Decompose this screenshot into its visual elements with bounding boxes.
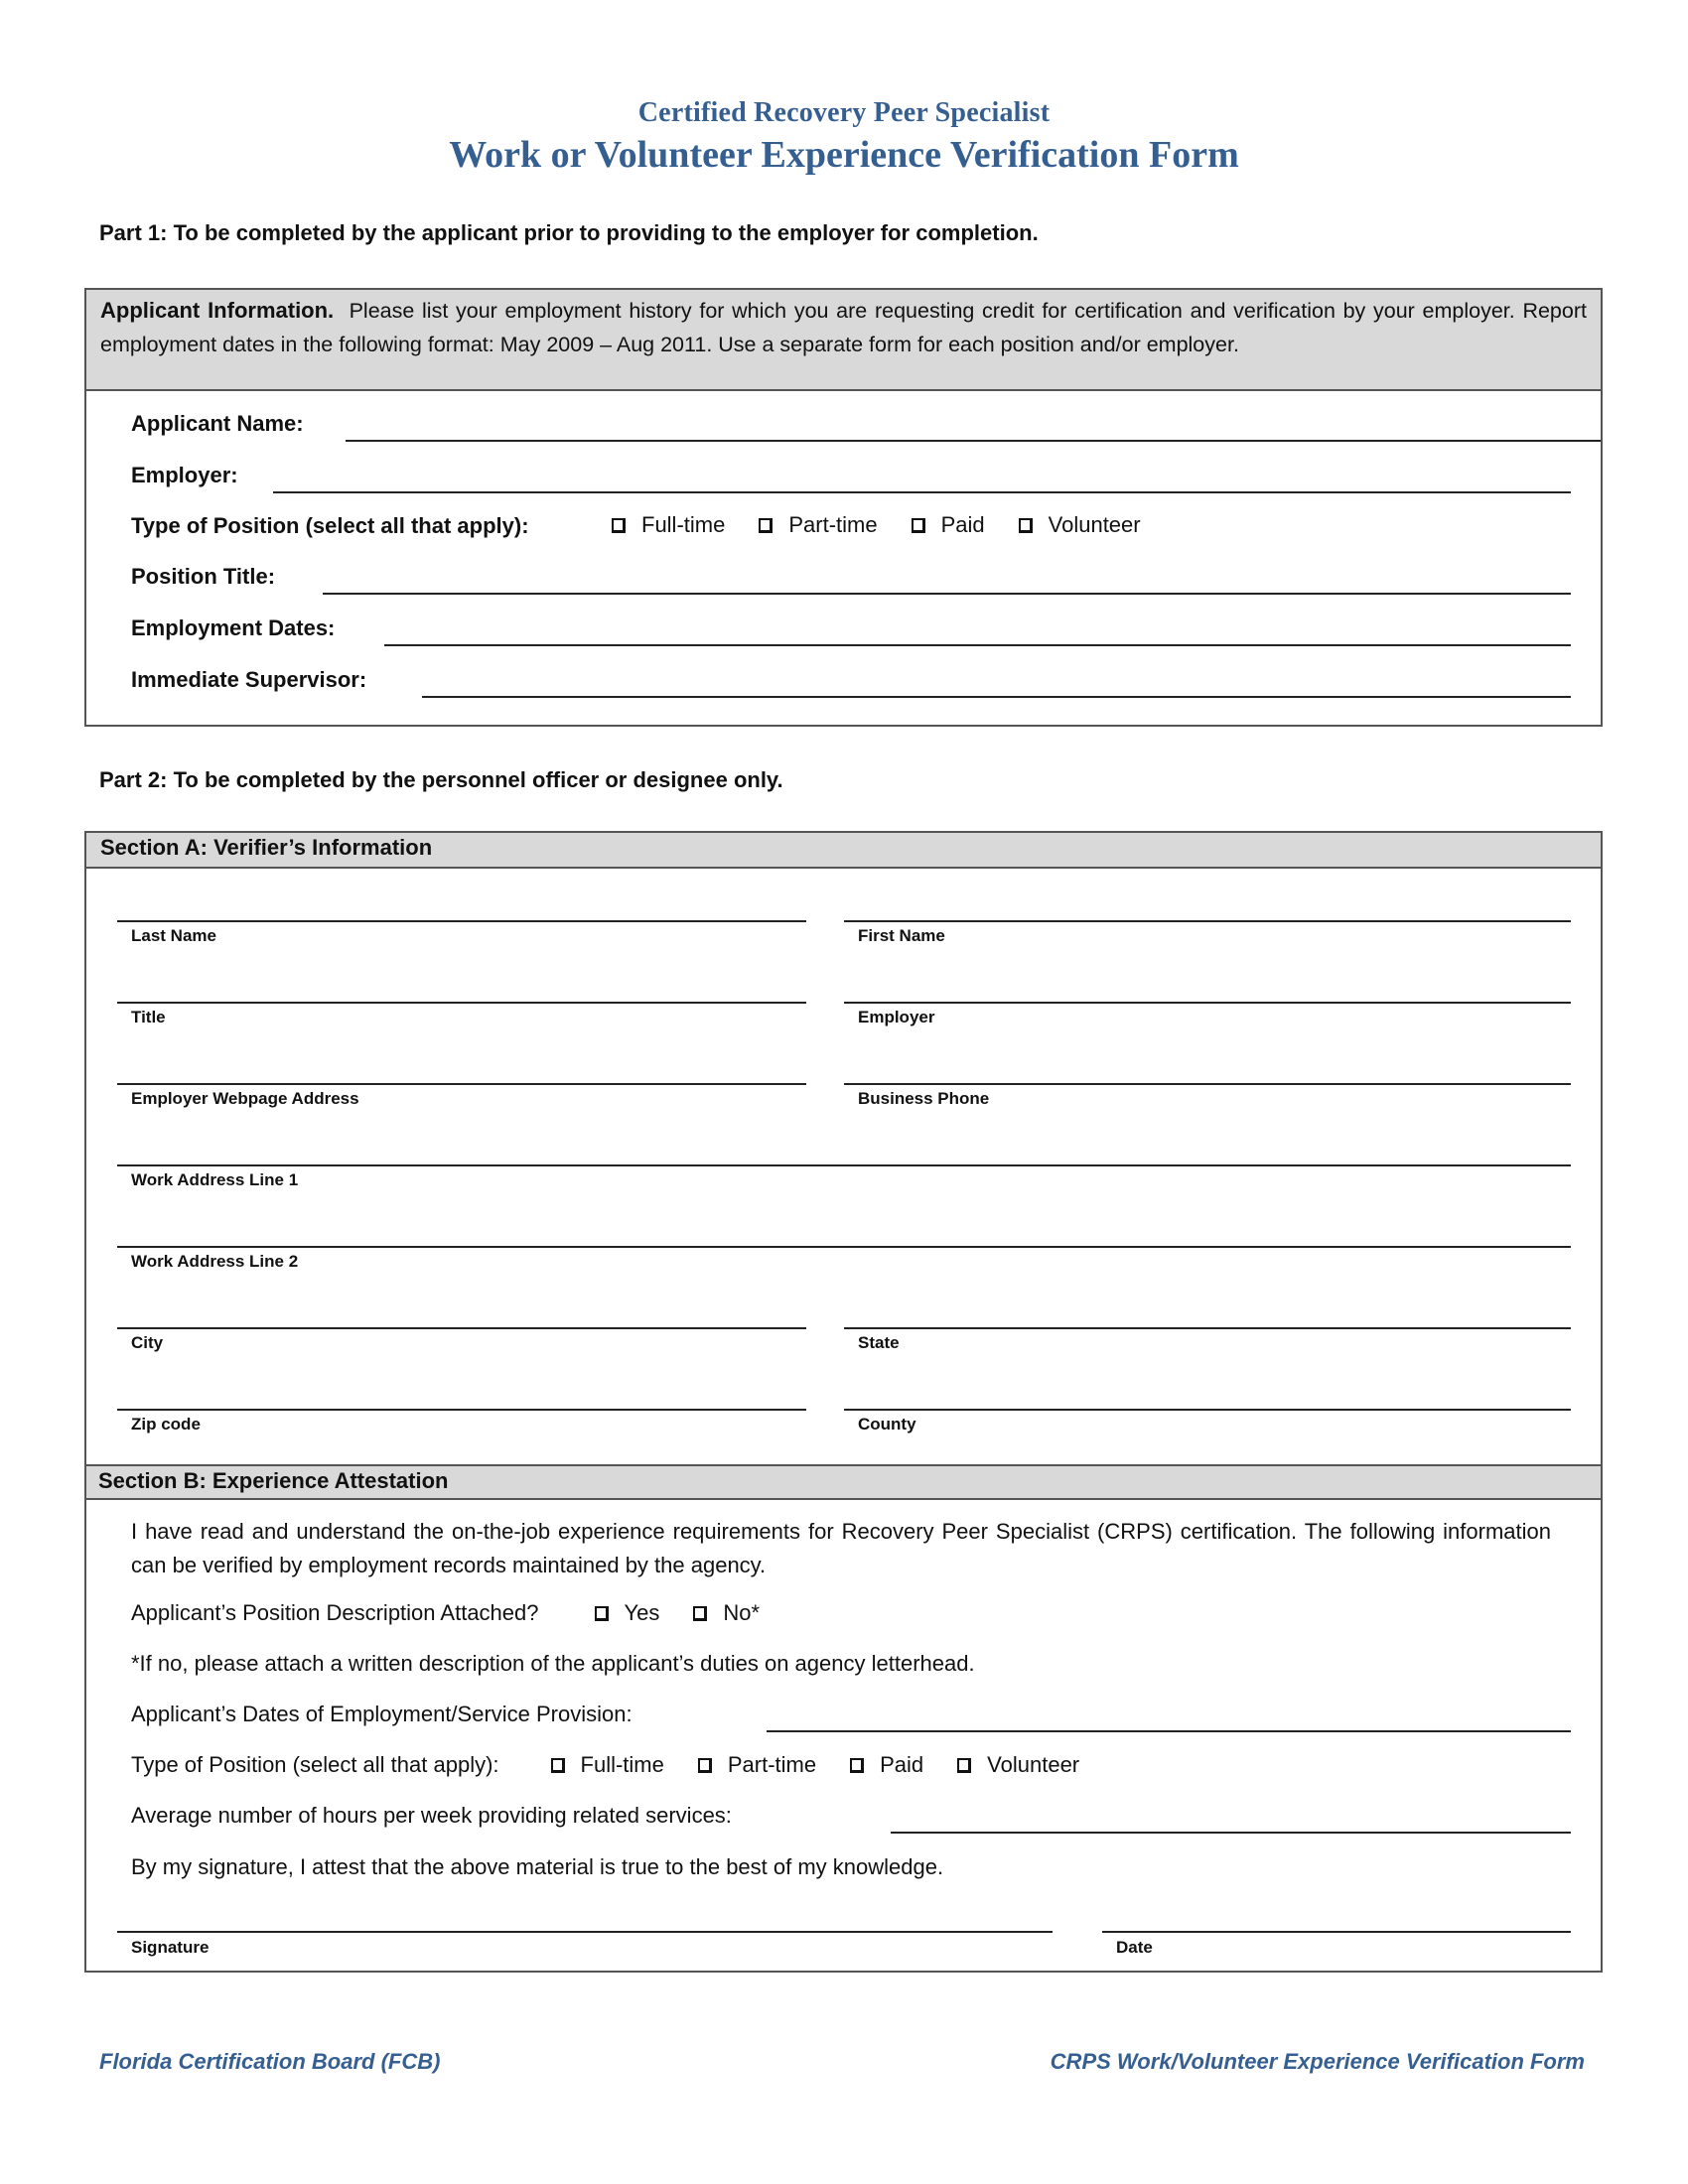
city-input[interactable] bbox=[121, 1297, 800, 1327]
option-yes[interactable] bbox=[595, 1600, 660, 1626]
date-input[interactable] bbox=[1104, 1901, 1570, 1931]
immediate-supervisor-label: Immediate Supervisor: bbox=[131, 667, 367, 692]
part2-heading: Part 2: To be completed by the personnel officer or designee only. bbox=[99, 767, 783, 792]
applicant-name-line bbox=[346, 440, 1601, 442]
option-part-time[interactable] bbox=[698, 1752, 816, 1778]
address1-input[interactable] bbox=[121, 1135, 1565, 1164]
section-b-title: Section B: Experience Attestation bbox=[98, 1468, 449, 1493]
webpage-input[interactable] bbox=[121, 1053, 800, 1083]
employment-dates-input[interactable] bbox=[386, 614, 1572, 644]
employer-label: Employer: bbox=[131, 463, 238, 487]
employment-dates-label: Employment Dates: bbox=[131, 615, 336, 640]
applicant-info-title: Applicant Information. bbox=[100, 298, 335, 323]
hours-per-week-label: Average number of hours per week providing related services: bbox=[131, 1803, 732, 1828]
business-phone-input[interactable] bbox=[848, 1053, 1567, 1083]
option-volunteer[interactable] bbox=[957, 1752, 1079, 1778]
section-b-type-label: Type of Position (select all that apply): bbox=[131, 1752, 499, 1777]
address1-line bbox=[117, 1164, 1571, 1166]
business-phone-line bbox=[844, 1083, 1571, 1085]
section-a-band bbox=[86, 833, 1601, 869]
verifier-employer-label: Employer bbox=[858, 1008, 935, 1026]
applicant-info-band bbox=[86, 290, 1601, 391]
county-label: County bbox=[858, 1415, 916, 1433]
verifier-employer-line bbox=[844, 1002, 1571, 1004]
option-paid[interactable] bbox=[850, 1752, 923, 1778]
position-type-options bbox=[612, 512, 1173, 538]
option-label: No* bbox=[723, 1600, 761, 1625]
city-label: City bbox=[131, 1333, 164, 1352]
last-name-label: Last Name bbox=[131, 926, 216, 945]
position-description-note: *If no, please attach a written description of the applicant’s duties on agency letterhead. bbox=[131, 1651, 975, 1676]
checkbox-part-time[interactable] bbox=[759, 518, 773, 533]
hours-per-week-input[interactable] bbox=[893, 1802, 1572, 1832]
attestation-statement: I have read and understand the on-the-job experience requirements for Recovery Peer Specialist (CRPS) certification. The following information can be verified by employment records maintained by the agency. bbox=[131, 1519, 1551, 1577]
date-label: Date bbox=[1116, 1938, 1153, 1957]
service-dates-label: Applicant’s Dates of Employment/Service Provision: bbox=[131, 1702, 633, 1726]
option-no[interactable] bbox=[693, 1600, 760, 1626]
county-line bbox=[844, 1409, 1571, 1411]
state-line bbox=[844, 1327, 1571, 1329]
last-name-line bbox=[117, 920, 806, 922]
address1-label: Work Address Line 1 bbox=[131, 1170, 299, 1189]
option-label: Part-time bbox=[788, 512, 878, 537]
service-dates-line bbox=[767, 1730, 1571, 1732]
city-line bbox=[117, 1327, 806, 1329]
option-label: Part-time bbox=[727, 1752, 817, 1777]
address2-line bbox=[117, 1246, 1571, 1248]
type-of-position-label: Type of Position (select all that apply): bbox=[131, 513, 529, 538]
option-volunteer[interactable] bbox=[1019, 512, 1141, 538]
zip-line bbox=[117, 1409, 806, 1411]
applicant-info-instructions bbox=[100, 294, 1587, 361]
checkbox-volunteer[interactable] bbox=[1019, 518, 1033, 533]
option-label: Volunteer bbox=[987, 1752, 1080, 1777]
signature-label: Signature bbox=[131, 1938, 210, 1957]
position-description-label: Applicant’s Position Description Attached? bbox=[131, 1600, 539, 1625]
applicant-info-box bbox=[84, 288, 1603, 727]
footer-form-name: CRPS Work/Volunteer Experience Verification Form bbox=[1050, 2049, 1585, 2074]
option-paid[interactable] bbox=[912, 512, 985, 538]
checkbox-yes[interactable] bbox=[595, 1606, 609, 1621]
employer-input[interactable] bbox=[275, 462, 1570, 491]
state-input[interactable] bbox=[848, 1297, 1567, 1327]
checkbox-paid[interactable] bbox=[850, 1758, 864, 1773]
position-title-label: Position Title: bbox=[131, 564, 276, 589]
zip-input[interactable] bbox=[121, 1379, 800, 1409]
section-b-band bbox=[86, 1464, 1601, 1500]
part1-heading: Part 1: To be completed by the applicant prior to providing to the employer for completion. bbox=[99, 220, 1039, 245]
last-name-input[interactable] bbox=[121, 890, 800, 920]
position-title-input[interactable] bbox=[325, 563, 1570, 593]
first-name-label: First Name bbox=[858, 926, 945, 945]
immediate-supervisor-line bbox=[422, 696, 1571, 698]
option-part-time[interactable] bbox=[759, 512, 877, 538]
option-label: Paid bbox=[940, 512, 985, 537]
option-full-time[interactable] bbox=[612, 512, 725, 538]
title-label: Title bbox=[131, 1008, 166, 1026]
checkbox-paid[interactable] bbox=[912, 518, 925, 533]
checkbox-volunteer[interactable] bbox=[957, 1758, 971, 1773]
employer-line bbox=[273, 491, 1571, 493]
position-title-line bbox=[323, 593, 1571, 595]
service-dates-input[interactable] bbox=[769, 1701, 1567, 1730]
attestation-text: By my signature, I attest that the above material is true to the best of my knowledge. bbox=[131, 1854, 944, 1879]
checkbox-part-time[interactable] bbox=[698, 1758, 712, 1773]
hours-per-week-line bbox=[891, 1832, 1571, 1834]
position-description-row bbox=[131, 1600, 791, 1626]
signature-input[interactable] bbox=[121, 1901, 1049, 1931]
title-line bbox=[117, 1002, 806, 1004]
signature-line bbox=[117, 1931, 1053, 1933]
title-input[interactable] bbox=[121, 972, 800, 1002]
checkbox-full-time[interactable] bbox=[551, 1758, 565, 1773]
section-b-position-type-row bbox=[131, 1752, 1111, 1778]
address2-input[interactable] bbox=[121, 1216, 1565, 1246]
immediate-supervisor-input[interactable] bbox=[424, 666, 1570, 696]
section-a-title: Section A: Verifier’s Information bbox=[100, 835, 433, 860]
option-label: Paid bbox=[880, 1752, 924, 1777]
option-label: Full-time bbox=[641, 512, 726, 537]
option-label: Yes bbox=[624, 1600, 660, 1625]
checkbox-full-time[interactable] bbox=[612, 518, 626, 533]
webpage-line bbox=[117, 1083, 806, 1085]
webpage-label: Employer Webpage Address bbox=[131, 1089, 359, 1108]
applicant-info-text: Please list your employment history for which you are requesting credit for certification and verification by your employer. Report employment dates in the following format: May 2009 – Aug 2011. Use a separate form for each position and/or employer. bbox=[100, 299, 1587, 356]
date-line bbox=[1102, 1931, 1571, 1933]
checkbox-no[interactable] bbox=[693, 1606, 707, 1621]
address2-label: Work Address Line 2 bbox=[131, 1252, 299, 1271]
zip-label: Zip code bbox=[131, 1415, 201, 1433]
footer-organization: Florida Certification Board (FCB) bbox=[99, 2049, 441, 2074]
option-full-time[interactable] bbox=[551, 1752, 664, 1778]
business-phone-label: Business Phone bbox=[858, 1089, 990, 1108]
applicant-name-label: Applicant Name: bbox=[131, 411, 304, 436]
option-label: Volunteer bbox=[1048, 512, 1141, 537]
state-label: State bbox=[858, 1333, 900, 1352]
county-input[interactable] bbox=[848, 1379, 1567, 1409]
verifier-employer-input[interactable] bbox=[848, 972, 1567, 1002]
form-title: Work or Volunteer Experience Verification Form bbox=[449, 134, 1239, 176]
first-name-input[interactable] bbox=[848, 890, 1567, 920]
option-label: Full-time bbox=[580, 1752, 664, 1777]
first-name-line bbox=[844, 920, 1571, 922]
employment-dates-line bbox=[384, 644, 1571, 646]
applicant-name-input[interactable] bbox=[348, 410, 1593, 440]
form-subtitle: Certified Recovery Peer Specialist bbox=[637, 97, 1051, 128]
